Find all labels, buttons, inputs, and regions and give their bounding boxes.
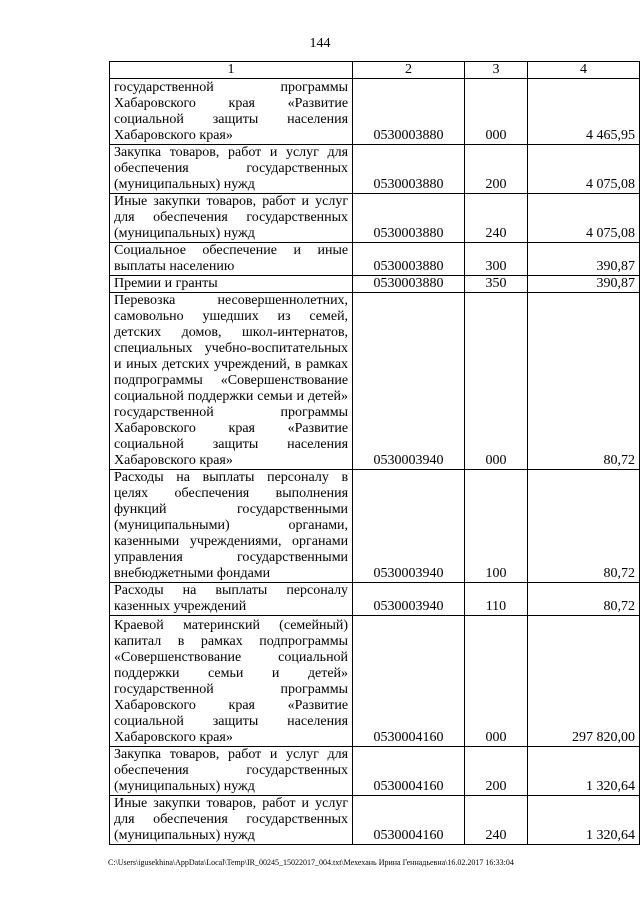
expense-name: Иные закупки товаров, работ и услуг для обеспечения государственных (муниципальных) нужд	[110, 194, 353, 243]
expense-type: 000	[464, 293, 527, 470]
target-code: 0530003940	[353, 293, 465, 470]
header-col-4: 4	[527, 62, 639, 79]
expense-name: Премии и гранты	[110, 276, 353, 293]
table-row	[110, 276, 640, 293]
expense-name: Расходы на выплаты персоналу казенных учреждений	[110, 583, 353, 616]
expense-name: Социальное обеспечение и иные выплаты населению	[110, 243, 353, 276]
table-row	[110, 145, 640, 194]
expense-name: Краевой материнский (семейный) капитал в рамках подпрограммы «Совершенствование социальной поддержки семьи и детей» государственной программы Хабаровского края «Развитие социальной защиты населения Хабаровского края»	[110, 616, 353, 747]
expense-type: 100	[464, 470, 527, 583]
budget-table	[109, 61, 640, 845]
target-code: 0530004160	[353, 747, 465, 796]
target-code: 0530003880	[353, 194, 465, 243]
amount: 1 320,64	[527, 796, 639, 845]
amount: 80,72	[527, 293, 639, 470]
file-path-footer: C:\Users\igusekhina\AppData\Local\Temp\IR_00245_15022017_004.txt\Мехехань Ирина Геннадьевна\16.02.2017 16:33:04	[108, 858, 514, 867]
expense-type: 240	[464, 796, 527, 845]
table-row	[110, 293, 640, 470]
amount: 1 320,64	[527, 747, 639, 796]
expense-name: государственной программы Хабаровского края «Развитие социальной защиты населения Хабаровского края»	[110, 79, 353, 145]
target-code: 0530004160	[353, 796, 465, 845]
amount: 80,72	[527, 470, 639, 583]
target-code: 0530003880	[353, 276, 465, 293]
amount: 390,87	[527, 243, 639, 276]
table-row	[110, 243, 640, 276]
header-col-2: 2	[353, 62, 465, 79]
expense-name: Закупка товаров, работ и услуг для обеспечения государственных (муниципальных) нужд	[110, 145, 353, 194]
amount: 297 820,00	[527, 616, 639, 747]
header-col-3: 3	[464, 62, 527, 79]
expense-type: 110	[464, 583, 527, 616]
header-col-1: 1	[110, 62, 353, 79]
expense-name: Расходы на выплаты персоналу в целях обеспечения выполнения функций государственными (муниципальными) органами, казенными учреждениями, органами управления государственными внебюджетными фондами	[110, 470, 353, 583]
table-row	[110, 194, 640, 243]
expense-name: Перевозка несовершеннолетних, самовольно ушедших из семей, детских домов, школ-интернатов, специальных учебно-воспитательных и иных детских учреждений, в рамках подпрограммы «Совершенствование социальной поддержки семьи и детей» государственной программы Хабаровского края «Развитие социальной защиты населения Хабаровского края»	[110, 293, 353, 470]
expense-type: 000	[464, 79, 527, 145]
amount: 4 465,95	[527, 79, 639, 145]
amount: 4 075,08	[527, 194, 639, 243]
target-code: 0530003880	[353, 243, 465, 276]
target-code: 0530004160	[353, 616, 465, 747]
expense-type: 300	[464, 243, 527, 276]
target-code: 0530003880	[353, 79, 465, 145]
table-row	[110, 583, 640, 616]
expense-type: 000	[464, 616, 527, 747]
table-row	[110, 616, 640, 747]
target-code: 0530003940	[353, 583, 465, 616]
target-code: 0530003940	[353, 470, 465, 583]
amount: 80,72	[527, 583, 639, 616]
table-row	[110, 747, 640, 796]
expense-type: 240	[464, 194, 527, 243]
table-header-row	[110, 62, 640, 79]
table-row	[110, 470, 640, 583]
target-code: 0530003880	[353, 145, 465, 194]
page-number: 144	[309, 36, 331, 51]
table-row	[110, 796, 640, 845]
expense-type: 200	[464, 747, 527, 796]
expense-name: Иные закупки товаров, работ и услуг для обеспечения государственных (муниципальных) нужд	[110, 796, 353, 845]
amount: 390,87	[527, 276, 639, 293]
expense-type: 200	[464, 145, 527, 194]
expense-type: 350	[464, 276, 527, 293]
amount: 4 075,08	[527, 145, 639, 194]
table-row	[110, 79, 640, 145]
expense-name: Закупка товаров, работ и услуг для обеспечения государственных (муниципальных) нужд	[110, 747, 353, 796]
